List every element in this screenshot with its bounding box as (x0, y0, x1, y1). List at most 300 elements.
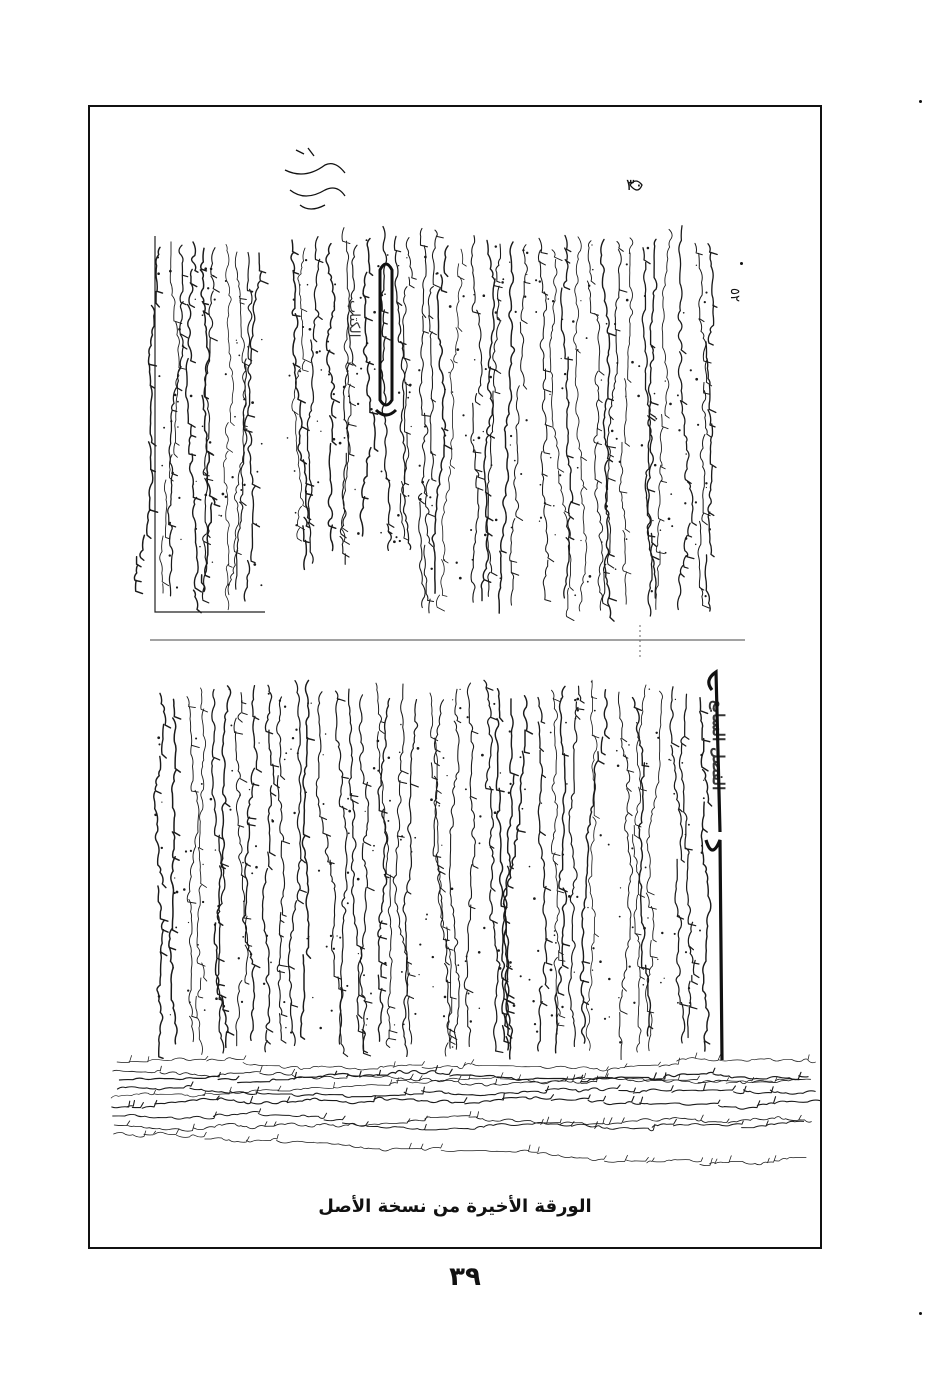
diacritic-dot (292, 737, 294, 739)
diacritic-dot (398, 392, 400, 394)
diacritic-dot (670, 760, 671, 761)
diacritic-dot (185, 850, 187, 852)
diacritic-dot (236, 342, 238, 344)
diacritic-dot (333, 438, 336, 441)
diacritic-dot (633, 1002, 635, 1004)
diacritic-dot (299, 370, 301, 372)
diacritic-dot (222, 493, 225, 496)
diacritic-dot (346, 985, 348, 987)
diacritic-dot (429, 496, 431, 498)
diacritic-dot (616, 362, 618, 364)
bottom-horizontal-text-band (111, 1053, 820, 1166)
diacritic-dot (409, 391, 411, 393)
diacritic-dot (204, 1009, 206, 1011)
diacritic-dot (317, 421, 318, 422)
diacritic-dot (541, 803, 542, 804)
diacritic-dot (456, 562, 458, 564)
diacritic-dot (220, 515, 222, 517)
diacritic-dot (609, 1016, 610, 1017)
diacritic-dot (316, 351, 319, 354)
diacritic-dot (689, 1002, 691, 1004)
diacritic-dot (592, 970, 593, 971)
diacritic-dot (197, 944, 199, 946)
diacritic-dot (451, 887, 454, 890)
diacritic-dot (576, 896, 578, 898)
diacritic-dot (473, 294, 474, 295)
diacritic-dot (348, 395, 350, 397)
diacritic-dot (489, 376, 492, 379)
diacritic-dot (643, 927, 646, 930)
diacritic-dot (287, 437, 289, 439)
diacritic-dot (465, 435, 467, 437)
diacritic-dot (657, 959, 658, 960)
diacritic-dot (356, 373, 358, 375)
diacritic-dot (591, 244, 592, 245)
diacritic-dot (183, 888, 186, 891)
diacritic-dot (401, 835, 403, 837)
diacritic-dot (170, 1014, 171, 1015)
handwriting-line (499, 242, 515, 613)
diacritic-dot (271, 819, 273, 821)
diacritic-dot (677, 1002, 679, 1004)
diacritic-dot (681, 762, 683, 764)
diacritic-dot (334, 283, 336, 285)
page-number: ٣٩ (449, 1262, 481, 1292)
diacritic-dot (637, 395, 640, 398)
diacritic-dot (294, 470, 296, 472)
diacritic-dot (251, 401, 254, 404)
diacritic-dot (242, 936, 244, 938)
diacritic-dot (307, 284, 309, 286)
diacritic-dot (344, 437, 346, 439)
diacritic-dot (261, 339, 262, 340)
diacritic-dot (685, 834, 686, 835)
diacritic-dot (674, 933, 676, 935)
diacritic-dot (394, 1024, 395, 1025)
diacritic-dot (601, 541, 602, 542)
diacritic-dot (509, 961, 512, 964)
diacritic-dot (465, 788, 467, 790)
diacritic-dot (515, 311, 517, 313)
handwriting-line (471, 236, 485, 602)
diacritic-dot (520, 975, 522, 977)
handwriting-line (307, 237, 323, 563)
diacritic-dot (509, 783, 511, 785)
diacritic-dot (564, 373, 566, 375)
diacritic-dot (188, 922, 189, 923)
diacritic-dot (311, 703, 312, 704)
diacritic-dot (695, 378, 698, 381)
diacritic-dot (577, 709, 579, 711)
diacritic-dot (629, 965, 631, 967)
handwriting-line (134, 247, 162, 593)
diacritic-dot (474, 359, 476, 361)
diacritic-dot (308, 936, 310, 938)
diacritic-dot (177, 426, 179, 428)
diacritic-dot (525, 419, 527, 421)
diacritic-dot (417, 747, 420, 750)
diacritic-dot (703, 797, 705, 799)
diacritic-dot (587, 907, 588, 908)
handwriting-line (538, 238, 553, 601)
handwriting-line (510, 245, 530, 605)
handwriting-line (234, 693, 252, 1046)
diacritic-dot (238, 355, 240, 357)
diacritic-dot (250, 953, 252, 955)
handwriting-line (464, 683, 478, 1046)
diacritic-dot (554, 930, 556, 932)
diacritic-dot (696, 265, 697, 266)
diacritic-dot (700, 754, 703, 757)
diacritic-dot (704, 301, 706, 303)
diacritic-dot (510, 966, 511, 967)
diacritic-dot (550, 969, 553, 972)
diacritic-dot (389, 800, 391, 802)
diacritic-dot (246, 428, 248, 430)
handwriting-line (376, 683, 397, 1047)
diacritic-dot (673, 793, 675, 795)
diacritic-dot (285, 752, 287, 754)
diacritic-dot (407, 397, 409, 399)
diacritic-dot (255, 866, 258, 869)
diacritic-dot (174, 877, 175, 878)
diacritic-dot (323, 803, 325, 805)
diacritic-dot (574, 594, 576, 596)
diacritic-dot (644, 295, 646, 297)
handwriting-line (394, 236, 410, 549)
diacritic-dot (677, 394, 679, 396)
diacritic-dot (347, 872, 349, 874)
diacritic-dot (588, 285, 590, 287)
diacritic-dot (497, 949, 500, 952)
diacritic-dot (370, 408, 372, 410)
diacritic-dot (604, 1018, 606, 1020)
diacritic-dot (508, 792, 510, 794)
handwriting-line (168, 245, 188, 596)
diacritic-dot (320, 431, 321, 432)
diacritic-dot (600, 834, 602, 836)
diacritic-dot (510, 435, 512, 437)
handwriting-line (678, 226, 697, 610)
diacritic-dot (561, 387, 563, 389)
diacritic-dot (284, 706, 286, 708)
diacritic-dot (665, 380, 666, 381)
diacritic-dot (706, 487, 707, 488)
diacritic-dot (520, 756, 522, 758)
diacritic-dot (243, 398, 245, 400)
diacritic-dot (387, 254, 389, 256)
diacritic-dot (470, 529, 472, 531)
diacritic-dot (699, 930, 701, 932)
diacritic-dot (484, 534, 487, 537)
diacritic-dot (551, 1014, 553, 1016)
diacritic-dot (279, 700, 281, 702)
diacritic-dot (524, 296, 526, 298)
diacritic-dot (161, 802, 162, 803)
diacritic-dot (646, 763, 648, 765)
diacritic-dot (374, 368, 376, 370)
margin-dot (740, 262, 743, 265)
diacritic-dot (705, 482, 707, 484)
diacritic-dot (158, 995, 161, 998)
diacritic-dot (643, 249, 644, 250)
diacritic-dot (348, 832, 350, 834)
diacritic-dot (502, 278, 504, 280)
diacritic-dot (441, 845, 442, 846)
diacritic-dot (178, 497, 180, 499)
diacritic-dot (493, 703, 495, 705)
diacritic-dot (472, 559, 474, 561)
diacritic-dot (577, 467, 579, 469)
diacritic-dot (709, 528, 711, 530)
diacritic-dot (641, 444, 643, 446)
diacritic-dot (649, 688, 651, 690)
diacritic-dot (297, 752, 299, 754)
diacritic-dot (657, 737, 659, 739)
diacritic-dot (299, 284, 300, 285)
diacritic-dot (695, 501, 697, 503)
diacritic-dot (386, 878, 388, 880)
diacritic-dot (683, 312, 685, 314)
diacritic-dot (177, 401, 179, 403)
diacritic-dot (478, 951, 481, 954)
diacritic-dot (651, 590, 653, 592)
diacritic-dot (399, 752, 401, 754)
diacritic-dot (204, 267, 207, 270)
diacritic-dot (360, 297, 362, 299)
diacritic-dot (261, 443, 263, 445)
diacritic-dot (631, 847, 633, 849)
diacritic-dot (189, 1001, 191, 1003)
diacritic-dot (561, 358, 562, 359)
diacritic-dot (617, 765, 620, 768)
handwriting-line (618, 692, 633, 1060)
diacritic-dot (513, 1004, 516, 1007)
diacritic-dot (333, 305, 335, 307)
diacritic-dot (655, 418, 657, 420)
diacritic-dot (290, 748, 292, 750)
diacritic-dot (336, 935, 337, 936)
diacritic-dot (495, 519, 498, 522)
diacritic-dot (302, 326, 304, 328)
diacritic-dot (305, 259, 307, 261)
diacritic-dot (175, 926, 177, 928)
diacritic-dot (566, 783, 568, 785)
diacritic-dot (526, 274, 527, 275)
diacritic-dot (321, 369, 323, 371)
diacritic-dot (348, 810, 351, 813)
diacritic-dot (243, 484, 245, 486)
diacritic-dot (418, 369, 420, 371)
diacritic-dot (419, 944, 421, 946)
diacritic-dot (231, 770, 233, 772)
diacritic-dot (614, 323, 616, 325)
diacritic-dot (251, 872, 253, 874)
lower-text-block (154, 680, 712, 1059)
diacritic-dot (419, 498, 422, 501)
diacritic-dot (462, 295, 464, 297)
handwriting-line (154, 693, 171, 1058)
diacritic-dot (222, 1005, 225, 1008)
diacritic-dot (387, 820, 389, 822)
diacritic-dot (214, 299, 216, 301)
diacritic-dot (599, 960, 602, 963)
diacritic-dot (589, 575, 592, 578)
diacritic-dot (357, 878, 360, 881)
diacritic-dot (473, 439, 475, 441)
diacritic-dot (249, 789, 250, 790)
diacritic-dot (520, 473, 522, 475)
diacritic-dot (327, 341, 329, 343)
diacritic-dot (626, 538, 628, 540)
diacritic-dot (685, 537, 688, 540)
diacritic-dot (481, 754, 484, 757)
diacritic-dot (465, 960, 467, 962)
lower-heading: الفصل السابع (709, 700, 728, 791)
diacritic-dot (215, 849, 216, 850)
diacritic-dot (293, 298, 295, 300)
diacritic-dot (317, 481, 319, 483)
margin-dot (919, 1312, 922, 1315)
diacritic-dot (195, 299, 196, 300)
diacritic-dot (161, 847, 163, 849)
diacritic-dot (199, 546, 201, 548)
handwriting-line (403, 700, 419, 1057)
diacritic-dot (459, 707, 461, 709)
diacritic-dot (169, 554, 171, 556)
diacritic-dot (479, 1008, 481, 1010)
handwriting-line (574, 237, 587, 611)
diacritic-dot (537, 950, 539, 952)
diacritic-dot (400, 839, 402, 841)
diacritic-dot (380, 532, 382, 534)
diacritic-dot (366, 1018, 368, 1020)
diacritic-dot (510, 444, 511, 445)
diacritic-dot (619, 916, 621, 918)
handwriting-line (424, 230, 443, 613)
diacritic-dot (424, 426, 426, 428)
diacritic-dot (295, 512, 297, 514)
handwriting-line (670, 687, 688, 1043)
diacritic-dot (239, 794, 241, 796)
diacritic-dot (157, 736, 160, 739)
margin-dot (919, 100, 922, 103)
handwriting-line (378, 699, 390, 1042)
diacritic-dot (452, 1046, 454, 1048)
handwriting-line (228, 252, 249, 595)
diacritic-dot (632, 926, 634, 928)
diacritic-dot (654, 393, 656, 395)
handwriting-line (117, 1053, 815, 1071)
diacritic-dot (494, 811, 497, 814)
diacritic-dot (319, 350, 321, 352)
diacritic-dot (256, 523, 257, 524)
diacritic-dot (645, 866, 647, 868)
diacritic-dot (576, 698, 579, 701)
diacritic-dot (553, 505, 555, 507)
diacritic-dot (289, 375, 291, 377)
diacritic-dot (580, 300, 581, 301)
diacritic-dot (499, 967, 502, 970)
diacritic-dot (580, 540, 581, 541)
handwriting-line (277, 697, 290, 1043)
diacritic-dot (601, 379, 602, 380)
diacritic-dot (664, 978, 665, 979)
diacritic-dot (312, 997, 313, 998)
folio-mark-side: ٥٢ (727, 288, 742, 302)
diacritic-dot (561, 1006, 563, 1008)
diacritic-dot (207, 287, 209, 289)
diacritic-dot (554, 934, 556, 936)
diacritic-dot (654, 464, 657, 467)
diacritic-dot (209, 441, 212, 444)
upper-right-text-block (287, 226, 718, 621)
diacritic-dot (201, 783, 203, 785)
diacritic-dot (675, 699, 676, 700)
diacritic-dot (190, 850, 192, 852)
diacritic-dot (157, 272, 160, 275)
handwriting-line (196, 688, 208, 1055)
diacritic-dot (202, 314, 204, 316)
diacritic-dot (229, 688, 231, 690)
diacritic-dot (552, 300, 554, 302)
diacritic-dot (381, 470, 383, 472)
diacritic-dot (501, 281, 504, 284)
diacritic-dot (414, 837, 416, 839)
diacritic-dot (701, 845, 703, 847)
diacritic-dot (443, 757, 445, 759)
diacritic-dot (430, 568, 432, 570)
diacritic-dot (366, 239, 368, 241)
handwriting-line (186, 242, 202, 613)
diacritic-dot (618, 997, 619, 998)
diacritic-dot (225, 496, 227, 498)
diacritic-dot (608, 844, 610, 846)
diacritic-dot (193, 483, 194, 484)
diacritic-dot (328, 373, 330, 375)
diacritic-dot (591, 1008, 593, 1010)
handwriting-line (214, 686, 233, 1048)
handwriting-line (656, 229, 672, 609)
diacritic-dot (377, 770, 379, 772)
diacritic-dot (443, 1015, 445, 1017)
diacritic-dot (307, 702, 309, 704)
diacritic-dot (384, 962, 386, 964)
diacritic-dot (236, 340, 237, 341)
diacritic-dot (195, 528, 197, 530)
diacritic-dot (347, 902, 349, 904)
diacritic-dot (577, 349, 579, 351)
diacritic-dot (444, 996, 447, 999)
diacritic-dot (431, 478, 433, 480)
diacritic-dot (535, 279, 537, 281)
diacritic-dot (559, 474, 561, 476)
diacritic-dot (187, 989, 189, 991)
diacritic-dot (266, 935, 268, 937)
diacritic-dot (534, 1023, 536, 1025)
diacritic-dot (238, 957, 240, 959)
diacritic-dot (358, 953, 359, 954)
diacritic-dot (478, 437, 481, 440)
diacritic-dot (668, 759, 670, 761)
diacritic-dot (263, 983, 265, 985)
diacritic-dot (438, 805, 440, 807)
diacritic-dot (290, 1032, 292, 1034)
diacritic-dot (251, 291, 253, 293)
diacritic-dot (319, 1027, 322, 1030)
diacritic-dot (524, 788, 526, 790)
handwriting-line (679, 694, 698, 1037)
